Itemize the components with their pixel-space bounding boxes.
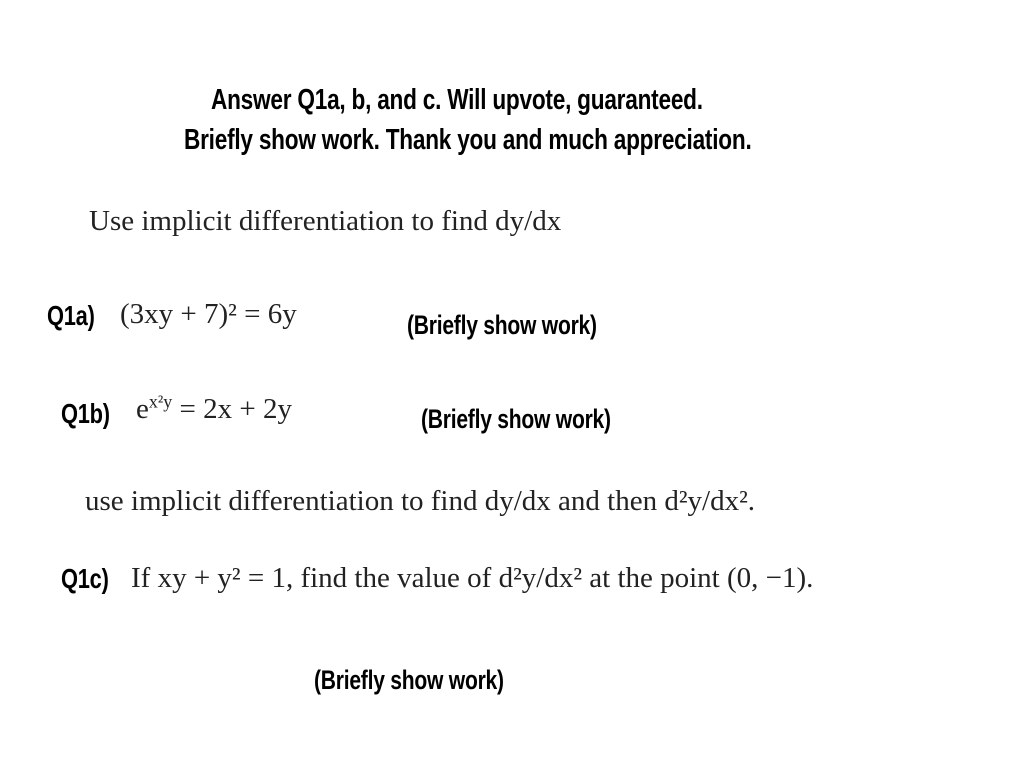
q1b-show-work-note: (Briefly show work) bbox=[421, 404, 611, 434]
q1c-label: Q1c) bbox=[61, 563, 109, 594]
final-show-work-note: (Briefly show work) bbox=[314, 665, 504, 695]
q1c-question: If xy + y² = 1, find the value of d²y/dx² at the point (0, −1). bbox=[131, 562, 814, 594]
instruction-dy-dx: Use implicit differentiation to find dy/dx bbox=[89, 205, 562, 237]
q1b-equation-exponent: x²y bbox=[148, 391, 173, 412]
q1a-equation: (3xy + 7)² = 6y bbox=[120, 298, 297, 330]
header-line-1: Answer Q1a, b, and c. Will upvote, guaranteed. bbox=[211, 84, 703, 116]
q1b-equation-rhs: = 2x + 2y bbox=[172, 393, 292, 425]
q1a-show-work-note: (Briefly show work) bbox=[407, 310, 597, 340]
header-line-2: Briefly show work. Thank you and much appreciation. bbox=[184, 124, 752, 156]
q1b-equation bbox=[136, 393, 292, 426]
q1a-label: Q1a) bbox=[47, 300, 95, 331]
q1b-label: Q1b) bbox=[61, 398, 110, 429]
instruction-second-derivative: use implicit differentiation to find dy/dx and then d²y/dx². bbox=[85, 485, 756, 517]
q1b-equation-base: e bbox=[136, 393, 149, 425]
